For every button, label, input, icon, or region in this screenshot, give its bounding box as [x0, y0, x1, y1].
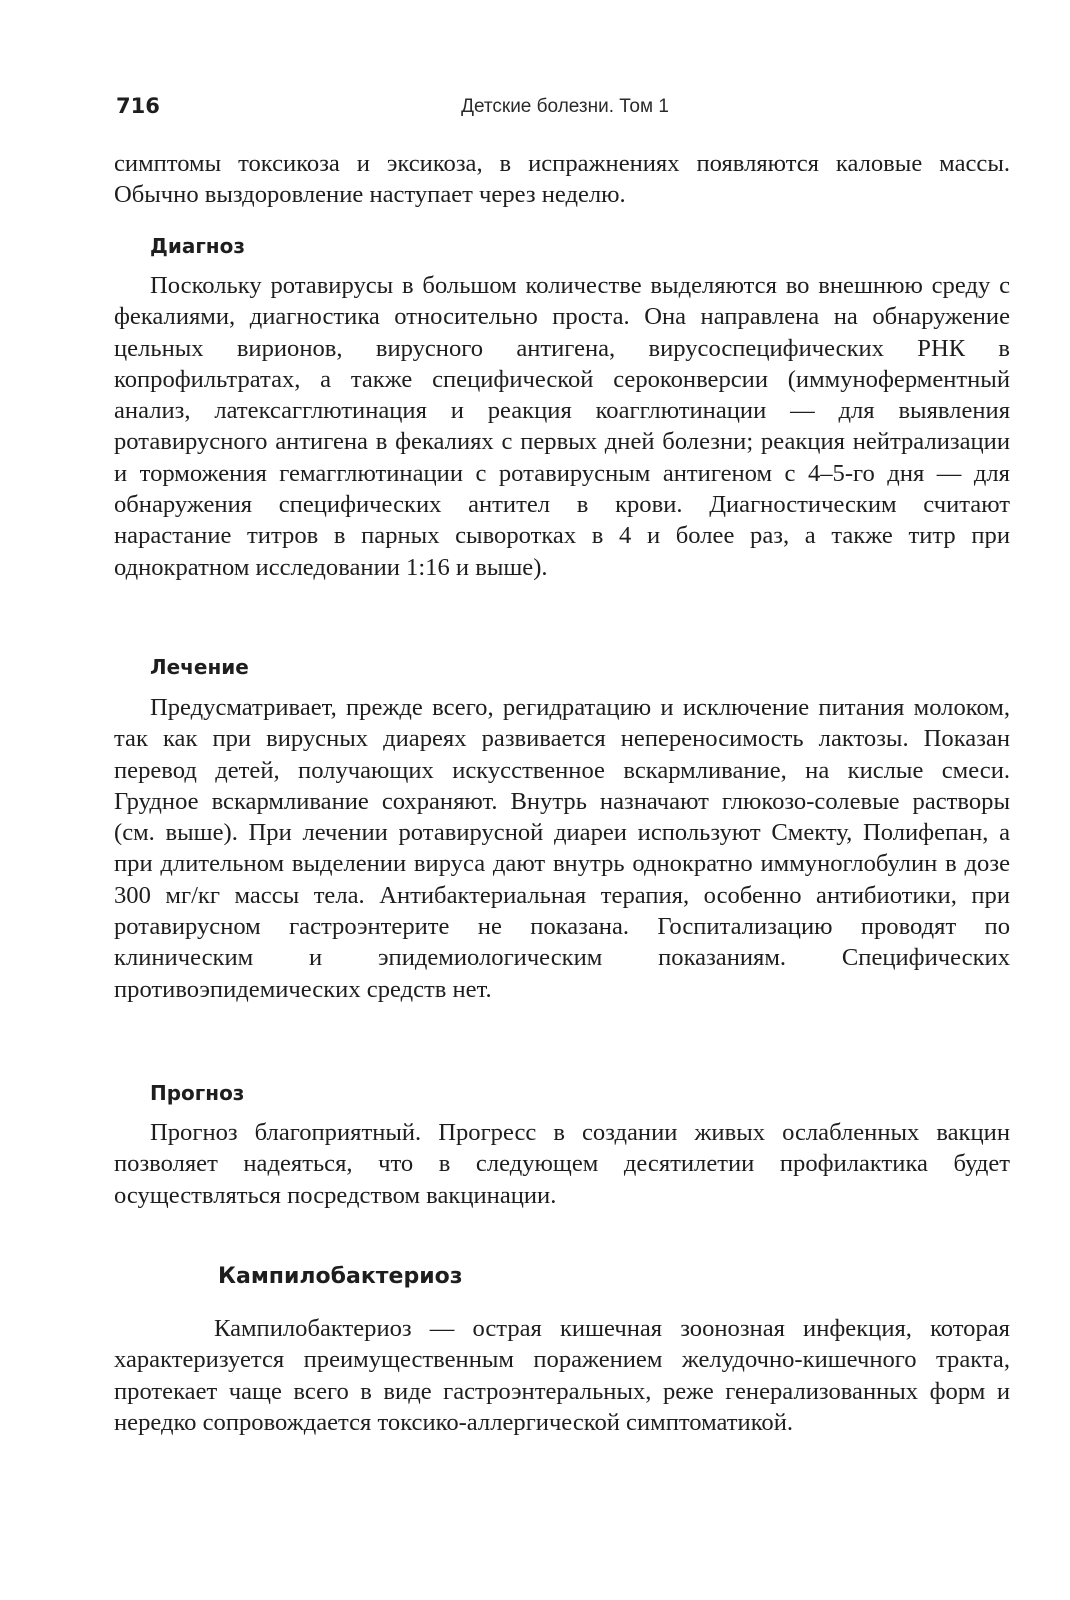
prognosis-paragraph: Прогноз благоприятный. Прогресс в создании живых ослабленных вакцин позволяет надеяться, что в следующем десятилетии профилактика будет осуществляться посредством вакцинации.	[114, 1119, 1010, 1209]
treatment-heading: Лечение	[150, 655, 249, 679]
diagnosis-heading: Диагноз	[150, 234, 245, 258]
diagnosis-paragraph: Поскольку ротавирусы в большом количестве выделяются во внешнюю среду с фекалиями, диагностика относительно проста. Она направлена на обнаружение цельных вирионов, вирусного антигена, вирусоспецифических РНК в копрофильтратах, а также специфической сероконверсии (иммуноферментный анализ, латексагглютинация и реакция коагглютинации — для выявления ротавирусного антигена в фекалиях с первых дней болезни; реакция нейтрализации и торможения гемагглютинации с ротавирусным антигеном с 4–5-го дня — для обнаружения специфических антител в крови. Диагностическим считают нарастание титров в парных сыворотках в 4 и более раз, а также титр при однократном исследовании 1:16 и выше).	[114, 272, 1010, 581]
campylobacteriosis-paragraph: Кампилобактериоз — острая кишечная зоонозная инфекция, которая характеризуется преимущественным поражением желудочно-кишечного тракта, протекает чаще всего в виде гастроэнтеральных, реже генерализованных форм и нередко сопровождается токсико-аллергической симптоматикой.	[114, 1315, 1010, 1436]
book-title: Детские болезни. Том 1	[461, 96, 669, 117]
continuation-paragraph: симптомы токсикоза и эксикоза, в испражнениях появляются каловые массы. Обычно выздоровление наступает через неделю.	[114, 150, 1010, 209]
running-header	[116, 94, 1014, 124]
campylobacteriosis-heading: Кампилобактериоз	[218, 1264, 463, 1289]
page-number: 716	[116, 94, 160, 118]
treatment-paragraph: Предусматривает, прежде всего, регидратацию и исключение питания молоком, так как при вирусных диареях развивается непереносимость лактозы. Показан перевод детей, получающих искусственное вскармливание, на кислые смеси. Грудное вскармливание сохраняют. Внутрь назначают глюкозо-солевые растворы (см. выше). При лечении ротавирусной диареи используют Смекту, Полифепан, а при длительном выделении вируса дают внутрь однократно иммуноглобулин в дозе 300 мг/кг массы тела. Антибактериальная терапия, особенно антибиотики, при ротавирусном гастроэнтерите не показана. Госпитализацию проводят по клиническим и эпидемиологическим показаниям. Специфических противоэпидемических средств нет.	[114, 694, 1010, 1003]
prognosis-heading: Прогноз	[150, 1081, 245, 1105]
